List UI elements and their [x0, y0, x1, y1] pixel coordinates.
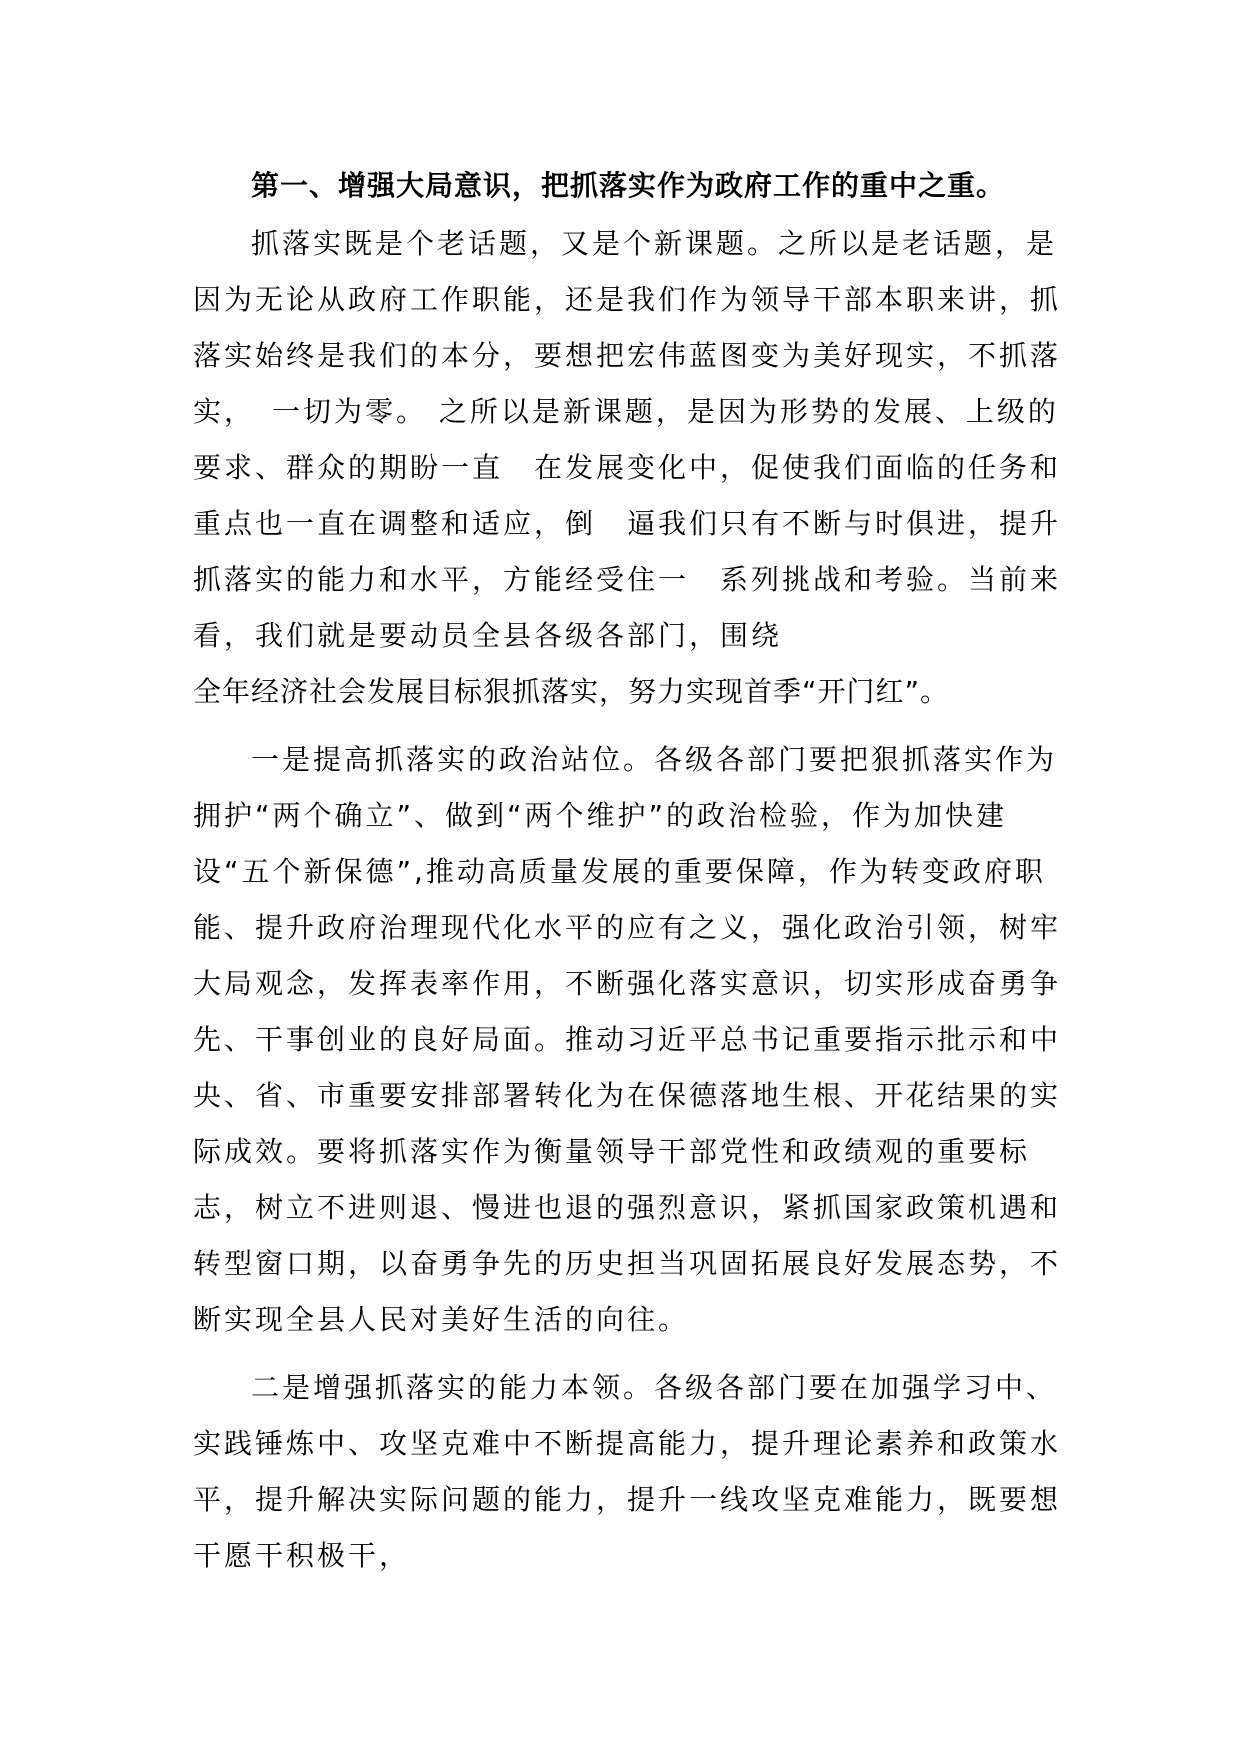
paragraph-political-stance: 一是提高抓落实的政治站位。各级各部门要把狠抓落实作为拥护“两个确立”、做到“两个维护”的政治检验，作为加快建设“五个新保德”,推动高质量发展的重要保障，作为转变政府职能、提升政府治理现代化水平的应有之义，强化政治引领，树牢大局观念，发挥表率作用，不断强化落实意识，切实形成奋勇争先、干事创业的良好局面。推动习近平总书记重要指示批示和中央、省、市重要安排部署转化为在保德落地生根、开花结果的实际成效。要将抓落实作为衡量领导干部党性和政绩观的重要标志，树立不进则退、慢进也退的强烈意识，紧抓国家政策机遇和转型窗口期，以奋勇争先的历史担当巩固拓展良好发展态势，不断实现全县人民对美好生活的向往。 — [193, 743, 1062, 1336]
paragraph-capability: 二是增强抓落实的能力本领。各级各部门要在加强学习中、实践锤炼中、攻坚克难中不断提高能力，提升理论素养和政策水平，提升解决实际问题的能力，提升一线攻坚克难能力，既要想干愿干积极干， — [193, 1371, 1062, 1572]
section-heading: 第一、增强大局意识，把抓落实作为政府工作的重中之重。 — [250, 169, 1005, 202]
document-body — [193, 158, 1063, 1584]
paragraph-intro: 抓落实既是个老话题，又是个新课题。之所以是老话题，是因为无论从政府工作职能，还是我们作为领导干部本职来讲，抓落实始终是我们的本分，要想把宏伟蓝图变为美好现实，不抓落实， 一切为零。 之所以是新课题，是因为形势的发展、上级的要求、群众的期盼一直 在发展变化中，促使我们面临的任务和重点也一直在调整和适应，倒 逼我们只有不断与时俱进，提升抓落实的能力和水平，方能经受住一 系列挑战和考验。当前来看，我们就是要动员全县各级各部门，围绕 — [193, 227, 1062, 652]
paragraph-intro-continuation: 全年经济社会发展目标狠抓落实，努力实现首季“开门红”。 — [193, 675, 950, 708]
